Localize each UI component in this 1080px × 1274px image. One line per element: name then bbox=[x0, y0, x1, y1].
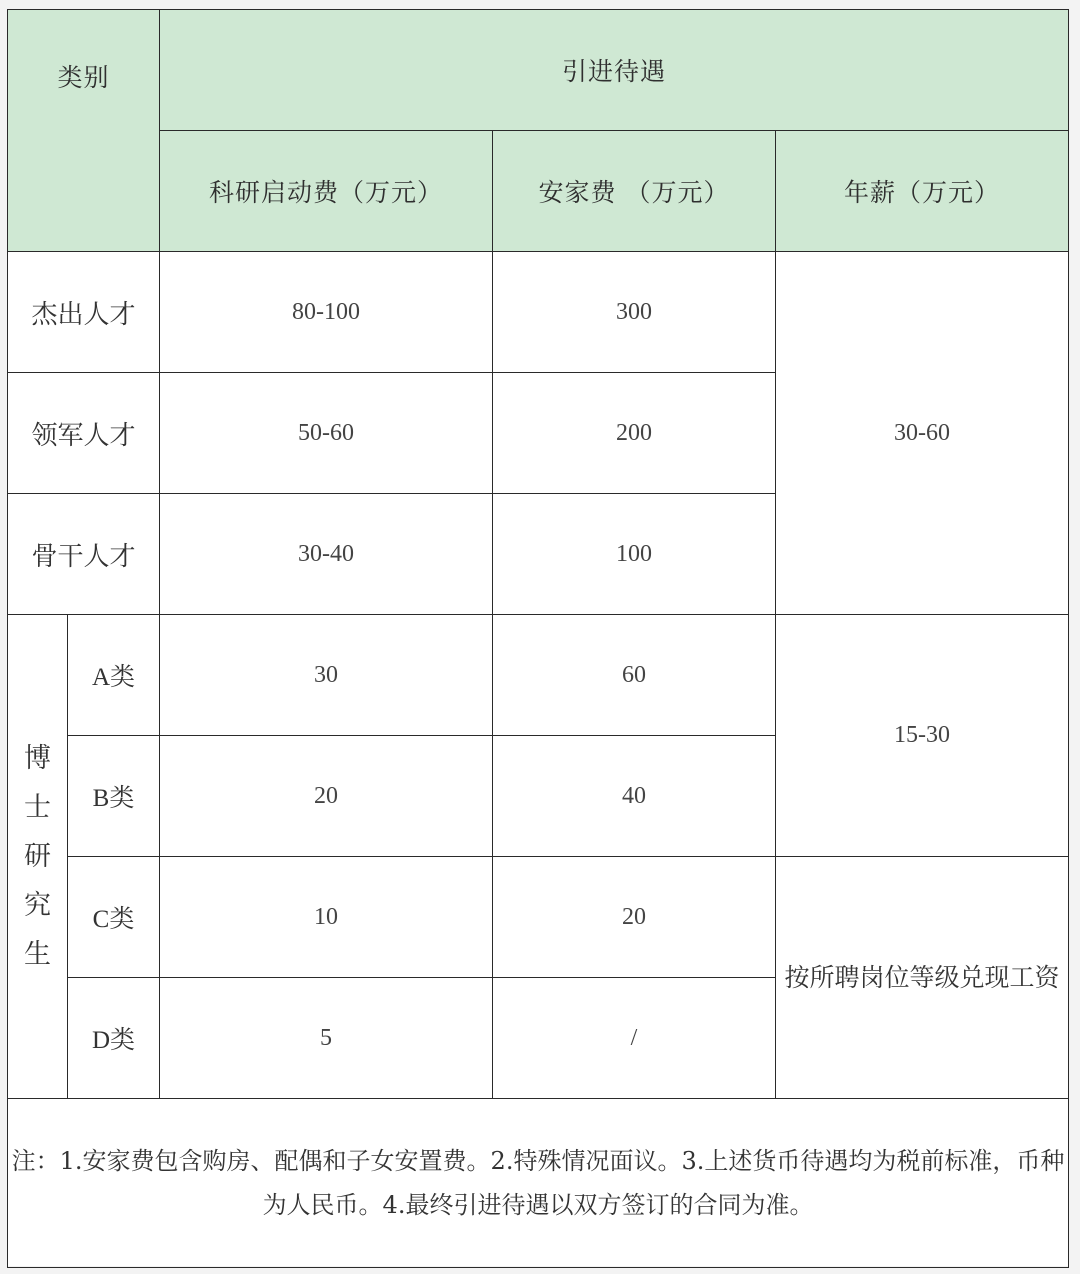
row-category: 领军人才 bbox=[8, 373, 160, 494]
phd-label-char: 研 bbox=[24, 841, 51, 872]
phd-category-label bbox=[8, 615, 68, 1099]
row-category: 骨干人才 bbox=[8, 494, 160, 615]
settling-fee-cell: 300 bbox=[493, 252, 776, 373]
phd-subcategory: A类 bbox=[68, 615, 160, 736]
phd-cd-salary-cell: 按所聘岗位等级兑现工资 bbox=[776, 857, 1069, 1099]
startup-fund-cell: 10 bbox=[160, 857, 493, 978]
settling-fee-cell: 60 bbox=[493, 615, 776, 736]
settling-fee-cell: 100 bbox=[493, 494, 776, 615]
footnote: 注：1.安家费包含购房、配偶和子女安置费。2.特殊情况面议。3.上述货币待遇均为税前标准，币种为人民币。4.最终引进待遇以双方签订的合同为准。 bbox=[8, 1099, 1069, 1268]
startup-fund-cell: 5 bbox=[160, 978, 493, 1099]
settling-fee-cell: 20 bbox=[493, 857, 776, 978]
settling-fee-cell: / bbox=[493, 978, 776, 1099]
header-startup-fund: 科研启动费（万元） bbox=[160, 131, 493, 252]
benefits-table-frame bbox=[7, 9, 1068, 1266]
phd-subcategory: C类 bbox=[68, 857, 160, 978]
talent-salary-cell: 30-60 bbox=[776, 252, 1069, 615]
header-settling-fee: 安家费 （万元） bbox=[493, 131, 776, 252]
phd-label-char: 博 bbox=[24, 743, 51, 774]
startup-fund-cell: 30 bbox=[160, 615, 493, 736]
phd-label-char: 生 bbox=[24, 939, 51, 970]
startup-fund-cell: 30-40 bbox=[160, 494, 493, 615]
table-row bbox=[8, 615, 1069, 736]
header-category: 类别 bbox=[8, 10, 160, 252]
phd-subcategory: B类 bbox=[68, 736, 160, 857]
settling-fee-cell: 200 bbox=[493, 373, 776, 494]
header-benefits: 引进待遇 bbox=[160, 10, 1069, 131]
table-row bbox=[8, 857, 1069, 978]
row-category: 杰出人才 bbox=[8, 252, 160, 373]
startup-fund-cell: 50-60 bbox=[160, 373, 493, 494]
startup-fund-cell: 80-100 bbox=[160, 252, 493, 373]
startup-fund-cell: 20 bbox=[160, 736, 493, 857]
talent-benefits-table bbox=[7, 9, 1069, 1268]
table-row bbox=[8, 252, 1069, 373]
header-annual-salary: 年薪（万元） bbox=[776, 131, 1069, 252]
phd-ab-salary-cell: 15-30 bbox=[776, 615, 1069, 857]
phd-subcategory: D类 bbox=[68, 978, 160, 1099]
phd-label-char: 士 bbox=[24, 792, 51, 823]
phd-label-char: 究 bbox=[24, 890, 51, 921]
settling-fee-cell: 40 bbox=[493, 736, 776, 857]
